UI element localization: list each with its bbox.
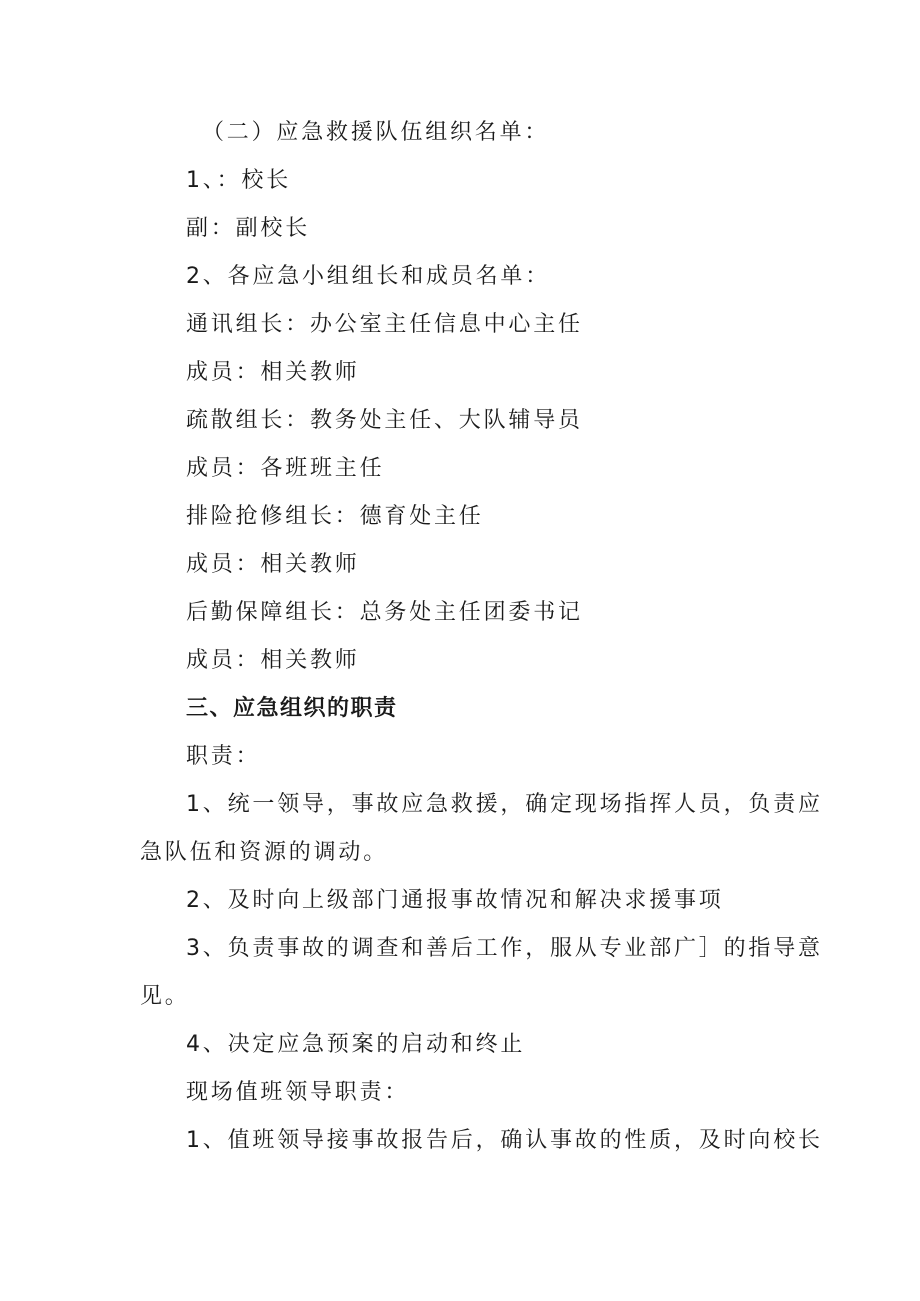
subsection-title: （二）应急救援队伍组织名单： bbox=[202, 120, 550, 145]
text-line: 成员：相关教师 bbox=[186, 552, 360, 577]
paragraph-line: 1、统一领导，事故应急救援，确定现场指挥人员，负责应 bbox=[186, 792, 823, 817]
text-line: 成员：相关教师 bbox=[186, 360, 360, 385]
text-line: 2、各应急小组组长和成员名单： bbox=[186, 264, 550, 289]
paragraph-line: 2、及时向上级部门通报事故情况和解决求援事项 bbox=[186, 888, 724, 913]
text-line: 副：副校长 bbox=[186, 216, 311, 241]
text-line: 成员：相关教师 bbox=[186, 648, 360, 673]
paragraph-line: 见。 bbox=[140, 984, 190, 1009]
section-heading: 三、应急组织的职责 bbox=[186, 696, 398, 721]
text-line: 排险抢修组长：德育处主任 bbox=[186, 504, 484, 529]
text-line: 通讯组长：办公室主任信息中心主任 bbox=[186, 312, 583, 337]
paragraph-line: 急队伍和资源的调动。 bbox=[140, 840, 389, 865]
text-line: 成员：各班班主任 bbox=[186, 456, 385, 481]
paragraph-line: 3、负责事故的调查和善后工作，服从专业部广］的指导意 bbox=[186, 936, 823, 961]
text-line: 现场值班领导职责： bbox=[186, 1080, 410, 1105]
text-line: 疏散组长：教务处主任、大队辅导员 bbox=[186, 408, 583, 433]
text-line: 1、：校长 bbox=[186, 168, 291, 193]
text-line: 职责： bbox=[186, 744, 261, 769]
paragraph-line: 4、决定应急预案的启动和终止 bbox=[186, 1032, 526, 1057]
paragraph-line: 1、值班领导接事故报告后，确认事故的性质，及时向校长 bbox=[186, 1128, 823, 1153]
text-line: 后勤保障组长：总务处主任团委书记 bbox=[186, 600, 583, 625]
